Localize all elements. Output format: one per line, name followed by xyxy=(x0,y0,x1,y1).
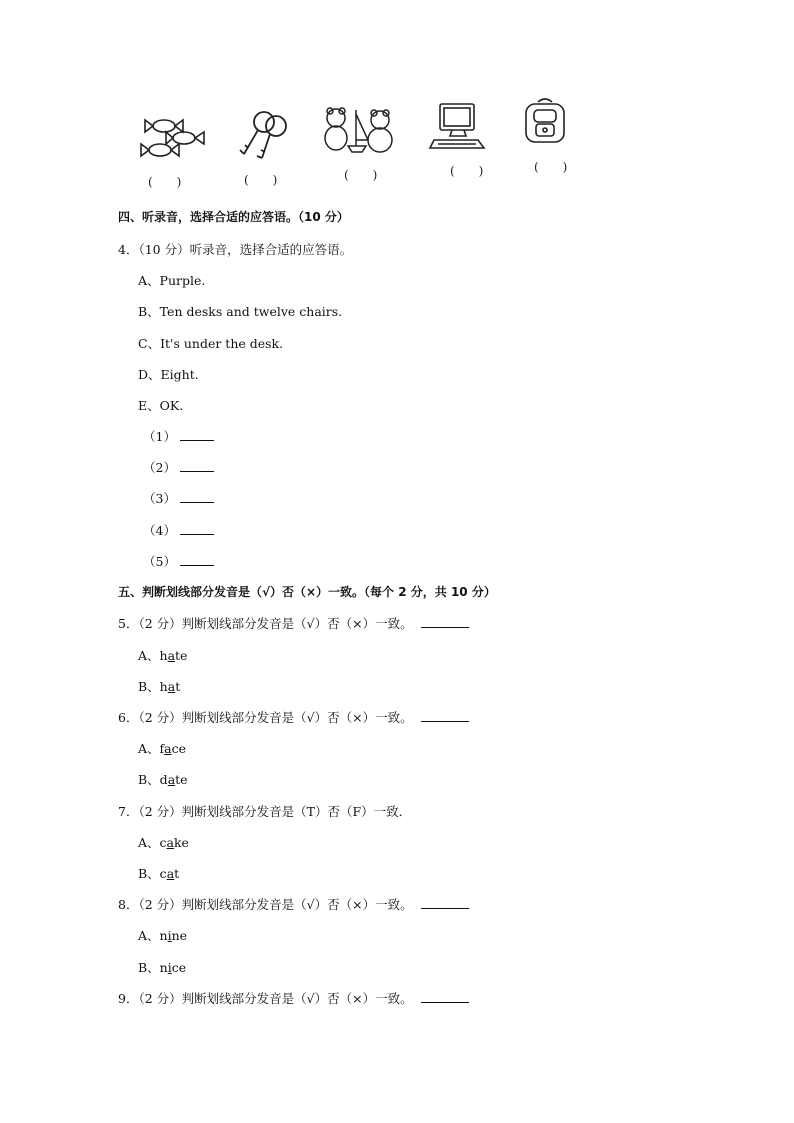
question-6-option-a: A、face xyxy=(138,741,187,756)
question-4-option-b: B、Ten desks and twelve chairs. xyxy=(138,304,343,319)
answer-line-3 xyxy=(143,489,214,507)
picture-row xyxy=(128,96,588,196)
computer-icon xyxy=(428,102,490,154)
question-8-option-a: A、nine xyxy=(138,928,188,943)
question-5-blank[interactable] xyxy=(421,626,469,628)
answer-blank-4[interactable] xyxy=(180,533,214,535)
answer-line-4 xyxy=(143,521,214,539)
answer-blank-1[interactable] xyxy=(180,439,214,441)
answer-line-1 xyxy=(143,427,214,445)
answer-line-2 xyxy=(143,458,214,476)
answer-line-5 xyxy=(143,552,214,570)
question-9-stem-line xyxy=(118,989,469,1007)
answer-label-4: （4） xyxy=(143,523,176,538)
question-9-blank[interactable] xyxy=(421,1001,469,1003)
picture-4-paren: ( ) xyxy=(450,164,490,178)
picture-1-paren: ( ) xyxy=(148,175,188,189)
question-6-blank[interactable] xyxy=(421,720,469,722)
question-6-stem-line xyxy=(118,708,469,726)
question-8-stem-line xyxy=(118,895,469,913)
question-8-option-b: B、nice xyxy=(138,960,187,975)
question-4-stem: 4．（10 分）听录音，选择合适的应答语。 xyxy=(118,242,353,257)
answer-label-1: （1） xyxy=(143,429,176,444)
question-6-option-b: B、date xyxy=(138,772,188,787)
question-7-stem: 7．（2 分）判断划线部分发音是（T）否（F）一致． xyxy=(118,804,412,819)
question-9-stem: 9．（2 分）判断划线部分发音是（√）否（×）一致。 xyxy=(118,991,413,1006)
answer-label-2: （2） xyxy=(143,460,176,475)
answer-label-3: （3） xyxy=(143,491,176,506)
section-4-title: 四、听录音，选择合适的应答语。（10 分） xyxy=(118,210,349,224)
question-4-option-c: C、It's under the desk. xyxy=(138,336,284,351)
question-4-option-d: D、Eight. xyxy=(138,367,199,382)
question-8-stem: 8．（2 分）判断划线部分发音是（√）否（×）一致。 xyxy=(118,897,413,912)
answer-blank-3[interactable] xyxy=(180,501,214,503)
question-8-blank[interactable] xyxy=(421,907,469,909)
section-5-title: 五、判断划线部分发音是（√）否（×）一致。（每个 2 分，共 10 分） xyxy=(118,585,496,599)
question-7-option-a: A、cake xyxy=(138,835,189,850)
question-5-stem-line xyxy=(118,614,469,632)
question-4-option-e: E、OK. xyxy=(138,398,184,413)
question-7-option-b: B、cat xyxy=(138,866,180,881)
picture-3-paren: ( ) xyxy=(344,168,384,182)
schoolbag-icon xyxy=(520,96,570,146)
answer-label-5: （5） xyxy=(143,554,176,569)
picture-2-paren: ( ) xyxy=(244,173,284,187)
toys-icon xyxy=(320,104,398,160)
question-4-option-a: A、Purple. xyxy=(138,273,206,288)
candy-icon xyxy=(138,114,212,162)
question-5-stem: 5．（2 分）判断划线部分发音是（√）否（×）一致。 xyxy=(118,616,413,631)
question-5-option-b: B、hat xyxy=(138,679,181,694)
question-6-stem: 6．（2 分）判断划线部分发音是（√）否（×）一致。 xyxy=(118,710,413,725)
picture-5-paren: ( ) xyxy=(534,160,574,174)
question-5-option-a: A、hate xyxy=(138,648,188,663)
answer-blank-5[interactable] xyxy=(180,564,214,566)
answer-blank-2[interactable] xyxy=(180,470,214,472)
keys-icon xyxy=(236,108,296,164)
